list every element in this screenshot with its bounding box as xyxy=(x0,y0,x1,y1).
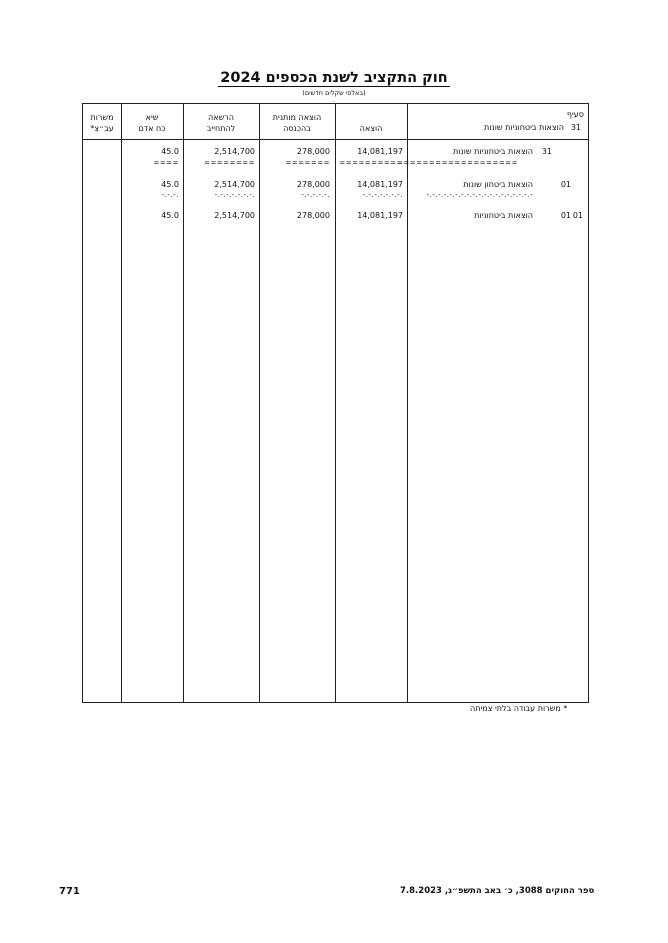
header-section: סעיף xyxy=(566,110,584,119)
row-name: הוצאות ביטחון שונות xyxy=(463,180,533,189)
separator: -.-.-.-.-.-.-. xyxy=(362,191,403,199)
document-subtitle: (באלפי שקלים חדשים) xyxy=(302,89,366,97)
separator: ========== xyxy=(339,159,403,167)
header-commitment: הרשאה להתחייב xyxy=(206,113,236,133)
header-conditional-expense: הוצאה מותנית בהכנסה xyxy=(272,113,322,133)
cell-peak: 45.0 xyxy=(161,180,179,189)
row-code: 31 xyxy=(541,147,552,156)
separator: -.-.-.-.-.-.-. xyxy=(214,191,255,199)
cell-expense: 14,081,197 xyxy=(357,211,403,220)
cell-conditional: 278,000 xyxy=(296,211,330,220)
cell-conditional: 278,000 xyxy=(296,147,330,156)
cell-expense: 14,081,197 xyxy=(357,147,403,156)
budget-table xyxy=(82,103,589,703)
document-title: חוק התקציב לשנת הכספים 2024 xyxy=(220,70,448,86)
separator: ======= xyxy=(285,159,330,167)
cell-commitment: 2,514,700 xyxy=(214,211,255,220)
header-manpower-peak: שיא כח אדם xyxy=(138,113,166,133)
column-divider xyxy=(183,104,184,702)
cell-expense: 14,081,197 xyxy=(357,180,403,189)
footnote: * משרות עבודה בלתי צמיתה xyxy=(470,704,568,713)
separator: -.-.-. xyxy=(161,191,179,199)
column-divider xyxy=(335,104,336,702)
cell-peak: 45.0 xyxy=(161,147,179,156)
separator: -.-.-.-.-.-.-.-.-.-.-.-.-.-.-.-.-.-.- xyxy=(426,191,533,199)
row-code: 01 xyxy=(572,211,583,220)
header-positions: משרות עב״צ* xyxy=(90,113,114,133)
page-number: 771 xyxy=(59,886,80,897)
header-expense: הוצאה xyxy=(359,124,383,133)
column-divider xyxy=(407,104,408,702)
row-code: 01 xyxy=(560,180,571,189)
row-subcode: 01 xyxy=(560,211,571,220)
cell-commitment: 2,514,700 xyxy=(214,180,255,189)
column-divider xyxy=(259,104,260,702)
header-divider xyxy=(83,139,588,140)
cell-conditional: 278,000 xyxy=(296,180,330,189)
cell-peak: 45.0 xyxy=(161,211,179,220)
row-name: הוצאות ביטחוניות xyxy=(474,211,533,220)
separator: =================== xyxy=(397,159,518,167)
separator: -.-.-.-.-. xyxy=(301,191,330,199)
publication-line: ספר החוקים 3088, כ׳ באב התשפ״ג, 7.8.2023 xyxy=(400,886,595,896)
separator: ======== xyxy=(204,159,255,167)
cell-commitment: 2,514,700 xyxy=(214,147,255,156)
subtitle-dot: . xyxy=(333,97,335,104)
column-divider xyxy=(121,104,122,702)
separator: ==== xyxy=(153,159,179,167)
row-name: הוצאות ביטחוניות שונות xyxy=(453,147,533,156)
header-section-code: 31 xyxy=(570,123,581,132)
header-section-name: הוצאות ביטחוניות שונות xyxy=(484,123,564,132)
